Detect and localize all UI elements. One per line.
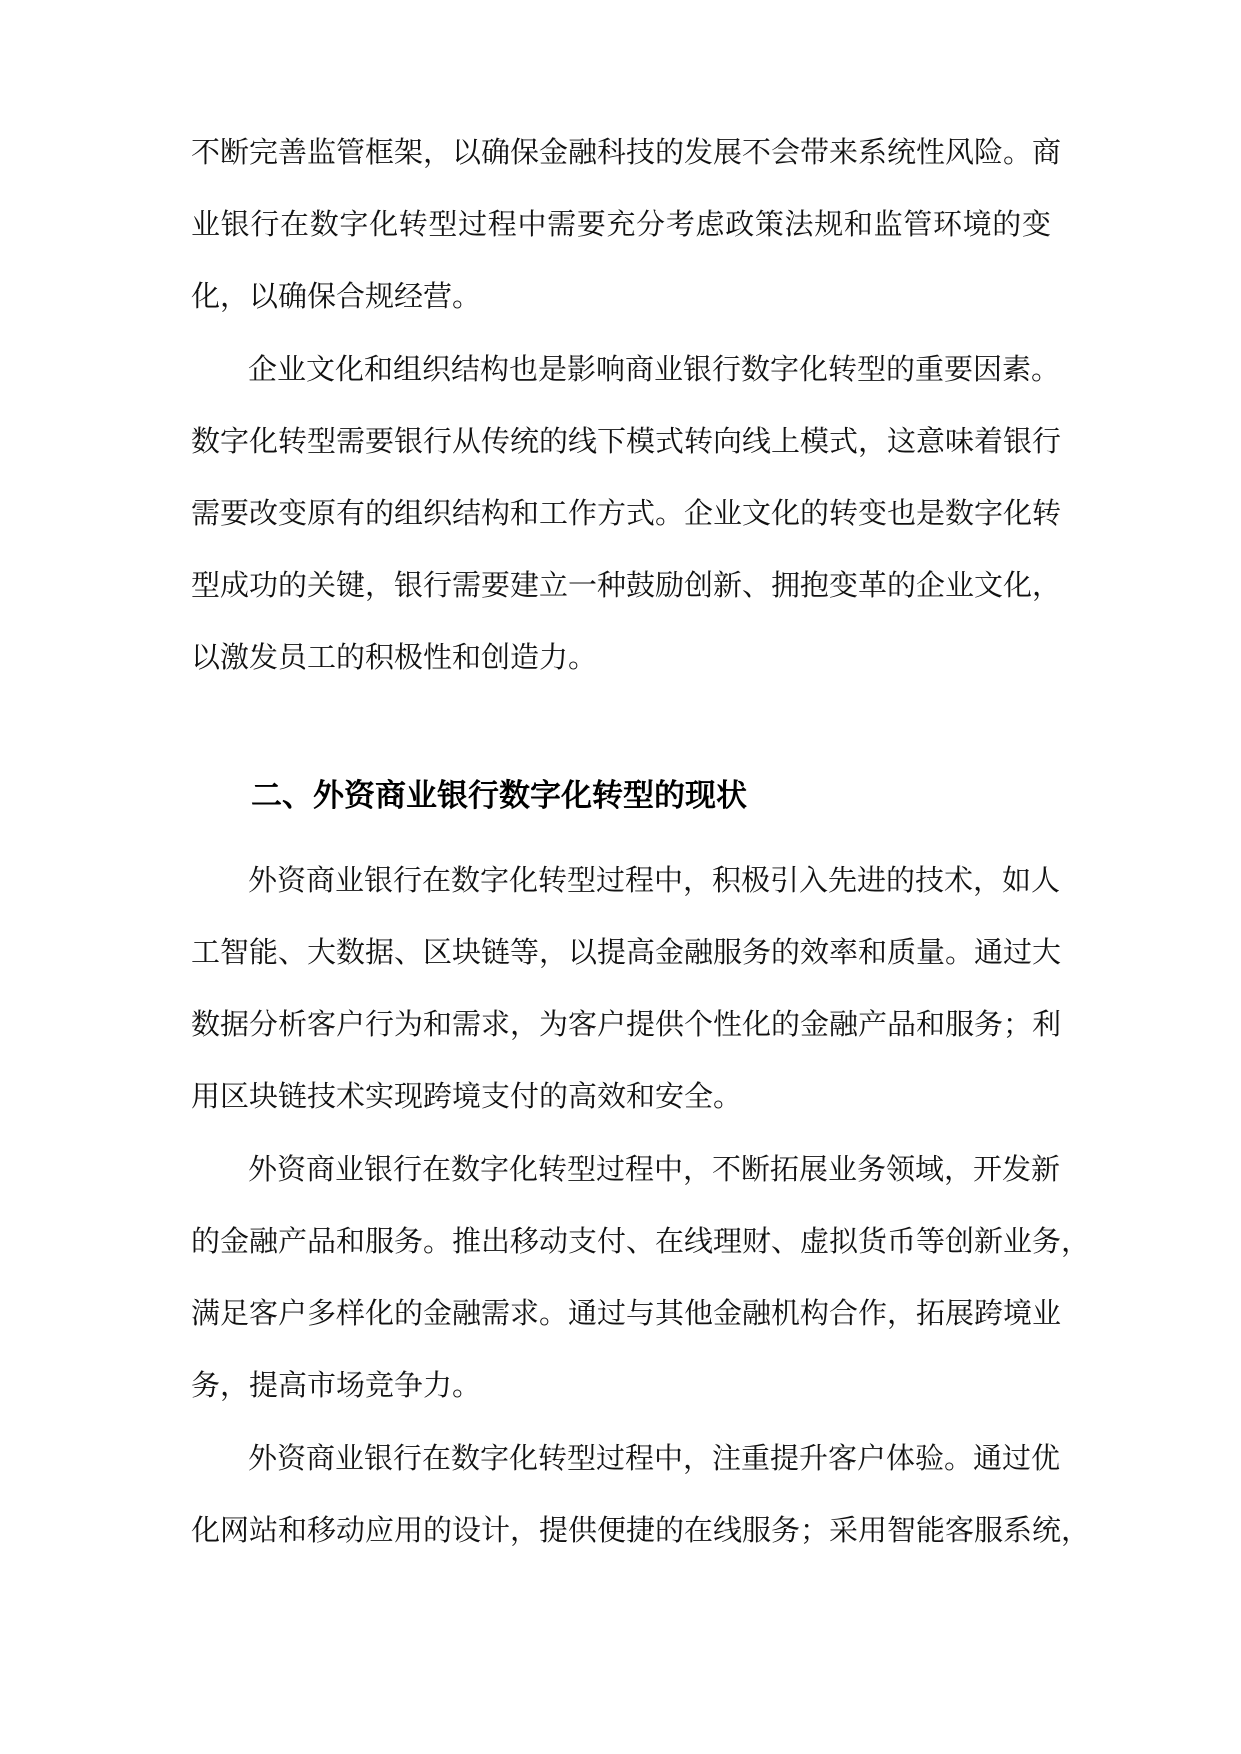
paragraph-line: 数字化转型需要银行从传统的线下模式转向线上模式，这意味着银行 xyxy=(191,424,1062,458)
paragraph-line: 业银行在数字化转型过程中需要充分考虑政策法规和监管环境的变 xyxy=(191,207,1051,241)
paragraph-line: 满足客户多样化的金融需求。通过与其他金融机构合作，拓展跨境业 xyxy=(191,1296,1062,1330)
paragraph-line: 以激发员工的积极性和创造力。 xyxy=(191,640,598,674)
paragraph-line: 型成功的关键，银行需要建立一种鼓励创新、拥抱变革的企业文化， xyxy=(191,568,1062,602)
paragraph-line: 工智能、大数据、区块链等，以提高金融服务的效率和质量。通过大 xyxy=(191,935,1062,969)
paragraph-line: 需要改变原有的组织结构和工作方式。企业文化的转变也是数字化转 xyxy=(191,496,1062,530)
paragraph-line: 的金融产品和服务。推出移动支付、在线理财、虚拟货币等创新业务， xyxy=(191,1224,1091,1258)
paragraph-line: 外资商业银行在数字化转型过程中，不断拓展业务领域，开发新 xyxy=(248,1152,1061,1186)
paragraph-line: 企业文化和组织结构也是影响商业银行数字化转型的重要因素。 xyxy=(248,352,1061,386)
paragraph-line: 化网站和移动应用的设计，提供便捷的在线服务；采用智能客服系统， xyxy=(191,1513,1091,1547)
paragraph-line: 用区块链技术实现跨境支付的高效和安全。 xyxy=(191,1079,743,1113)
paragraph-line: 不断完善监管框架，以确保金融科技的发展不会带来系统性风险。商 xyxy=(191,135,1062,169)
paragraph-line: 数据分析客户行为和需求，为客户提供个性化的金融产品和服务；利 xyxy=(191,1007,1062,1041)
paragraph-line: 外资商业银行在数字化转型过程中，注重提升客户体验。通过优 xyxy=(248,1441,1061,1475)
paragraph-line: 化，以确保合规经营。 xyxy=(191,279,482,313)
paragraph-line: 外资商业银行在数字化转型过程中，积极引入先进的技术，如人 xyxy=(248,863,1061,897)
paragraph-line: 务，提高市场竞争力。 xyxy=(191,1368,482,1402)
section-heading: 二、外资商业银行数字化转型的现状 xyxy=(251,778,747,814)
